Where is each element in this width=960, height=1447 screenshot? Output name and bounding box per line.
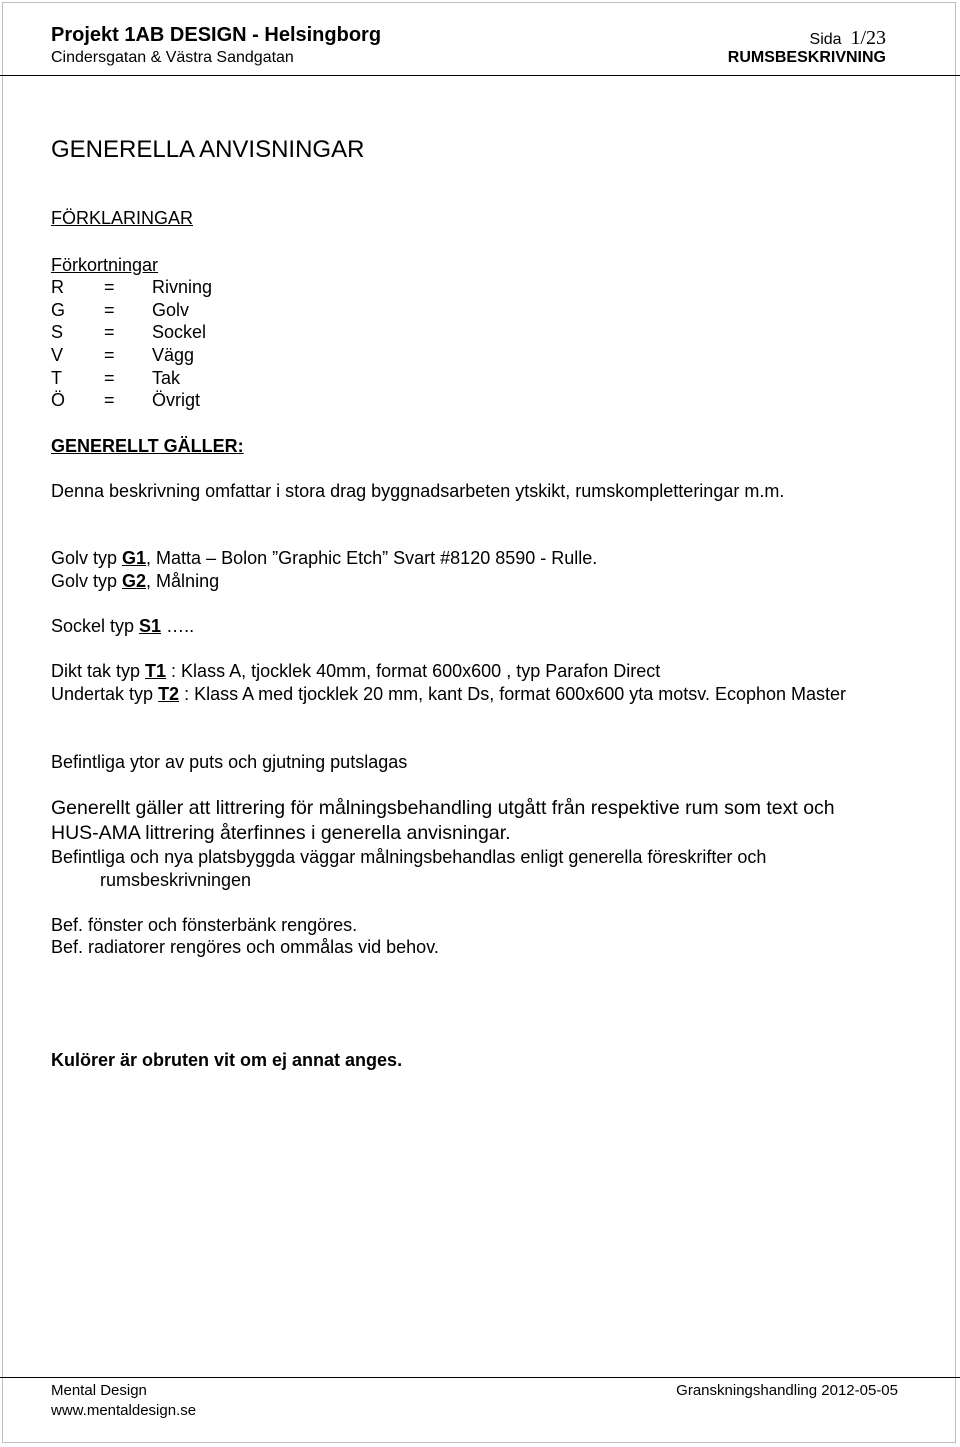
radiators-note: Bef. radiatorer rengöres och ommålas vid behov.	[51, 937, 439, 957]
project-title: Projekt 1AB DESIGN - Helsingborg	[51, 24, 382, 46]
code-g2: G2	[122, 571, 147, 591]
footer-website: www.mentaldesign.se	[51, 1402, 197, 1419]
skirting-type-s1: Sockel typ S1 …..	[51, 616, 195, 636]
colors-note: Kulörer är obruten vit om ej annat anges.	[51, 1050, 403, 1070]
plaster-text: Befintliga ytor av puts och gjutning putslagas	[51, 752, 408, 772]
section-heading: FÖRKLARINGAR	[51, 208, 194, 228]
general-heading: GENERELLT GÄLLER:	[51, 436, 244, 456]
project-address: Cindersgatan & Västra Sandgatan	[51, 49, 294, 66]
header-divider	[0, 75, 960, 76]
page-label: Sida	[809, 31, 842, 48]
code-t2: T2	[158, 684, 180, 704]
document-type: RUMSBESKRIVNING	[727, 49, 886, 66]
page-title: GENERELLA ANVISNINGAR	[51, 136, 365, 163]
ceiling-type-t2: Undertak typ T2 : Klass A med tjocklek 20 mm, kant Ds, format 600x600 yta motsv. Ecophon Master	[51, 684, 847, 704]
ceiling-type-t1: Dikt tak typ T1 : Klass A, tjocklek 40mm, format 600x600 , typ Parafon Direct	[51, 661, 661, 681]
code-s1: S1	[139, 616, 162, 636]
walls-note-line-1: Befintliga och nya platsbyggda väggar målningsbehandlas enligt generella föreskrifter och	[51, 847, 767, 867]
floor-type-g2: Golv typ G2, Målning	[51, 571, 220, 591]
code-t1: T1	[145, 661, 167, 681]
floor-type-g1: Golv typ G1, Matta – Bolon ”Graphic Etch” Svart #8120 8590 - Rulle.	[51, 548, 598, 568]
walls-note-line-2: rumsbeskrivningen	[100, 870, 252, 890]
code-g1: G1	[122, 548, 147, 568]
footer-divider	[0, 1377, 960, 1378]
page-number: 1/23	[850, 27, 886, 49]
windows-note: Bef. fönster och fönsterbänk rengöres.	[51, 915, 358, 935]
general-note-line-2: HUS-AMA littrering återfinnes i generella anvisningar.	[51, 822, 511, 844]
abbreviations-heading: Förkortningar	[51, 255, 159, 275]
scope-text: Denna beskrivning omfattar i stora drag byggnadsarbeten ytskikt, rumskompletteringar m.m.	[51, 481, 785, 501]
page-indicator	[810, 27, 886, 50]
general-note-line-1: Generellt gäller att littrering för målningsbehandling utgått från respektive rum som text och	[51, 797, 835, 819]
footer-company: Mental Design	[51, 1382, 147, 1399]
footer-status: Granskningshandling 2012-05-05	[676, 1382, 898, 1399]
